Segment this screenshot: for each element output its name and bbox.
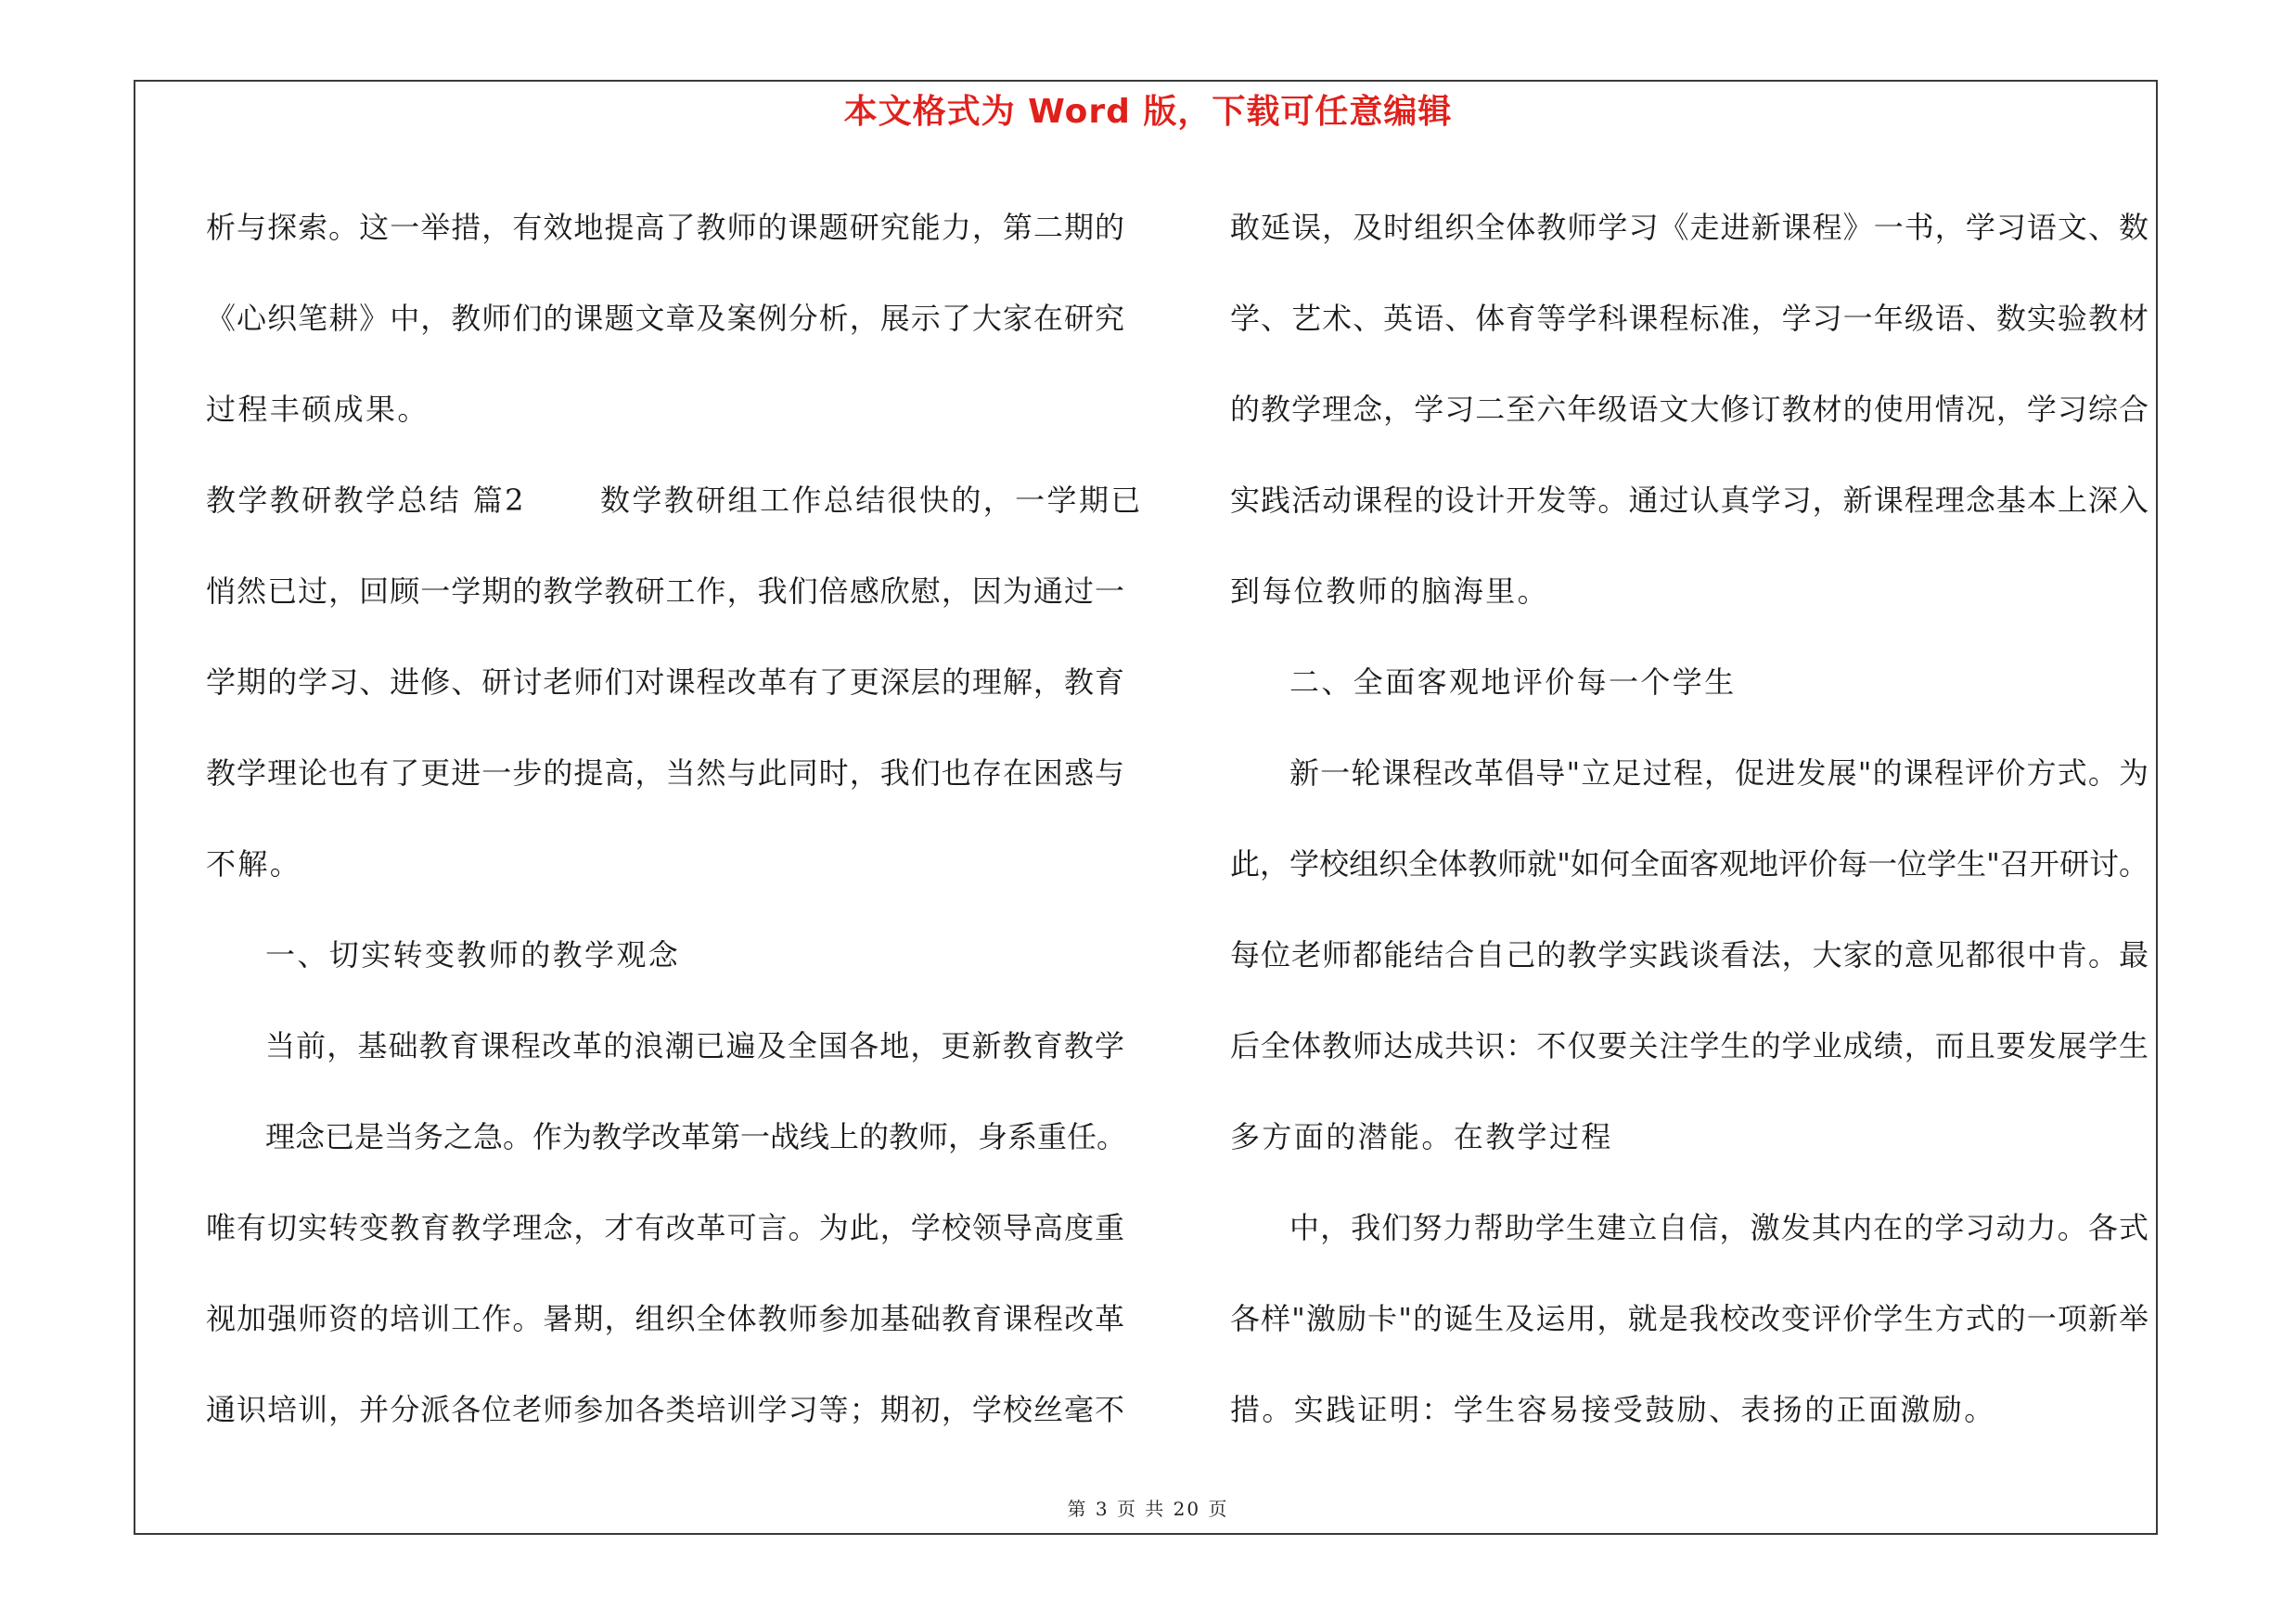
paragraph-line: 新一轮课程改革倡导"立足过程，促进发展"的课程评价方式。为 <box>1289 755 2148 791</box>
section-heading-line <box>206 455 1143 546</box>
word-format-banner: 本文格式为 Word 版，下载可任意编辑 <box>843 93 1453 131</box>
paragraph-line: 不解。 <box>206 846 302 882</box>
paragraph-line: 当前，基础教育课程改革的浪潮已遍及全国各地，更新教育教学 <box>265 1028 1124 1063</box>
paragraph-line: 中，我们努力帮助学生建立自信，激发其内在的学习动力。各式 <box>1289 1210 2148 1245</box>
paragraph-line: 的教学理念，学习二至六年级语文大修订教材的使用情况，学习综合 <box>1230 392 2148 427</box>
paragraph-line: 此，学校组织全体教师就"如何全面客观地评价每一位学生"召开研讨。 <box>1230 846 2148 882</box>
paragraph-line: 唯有切实转变教育教学理念，才有改革可言。为此，学校领导高度重 <box>206 1210 1124 1245</box>
paragraph-line: 各样"激励卡"的诞生及运用，就是我校改变评价学生方式的一项新举 <box>1230 1301 2148 1336</box>
left-text-column <box>206 182 1143 1455</box>
paragraph-line: 视加强师资的培训工作。暑期，组织全体教师参加基础教育课程改革 <box>206 1301 1124 1336</box>
subheading-line: 一、切实转变教师的教学观念 <box>265 937 681 973</box>
paragraph-line: 过程丰硕成果。 <box>206 392 430 427</box>
paragraph-line: 通识培训，并分派各位老师参加各类培训学习等；期初，学校丝毫不 <box>206 1392 1124 1427</box>
paragraph-line: 理念已是当务之急。作为教学改革第一战线上的教师，身系重任。 <box>265 1119 1127 1154</box>
right-text-column <box>1230 182 2148 1455</box>
paragraph-line: 后全体教师达成共识：不仅要关注学生的学业成绩，而且要发展学生 <box>1230 1028 2148 1063</box>
paragraph-line: 数学教研组工作总结很快的，一学期已 <box>599 483 1143 518</box>
paragraph-line: 教学理论也有了更进一步的提高，当然与此同时，我们也存在困惑与 <box>206 755 1124 791</box>
paragraph-line: 到每位教师的脑海里。 <box>1230 573 1550 609</box>
section-title: 教学教研教学总结 篇2 <box>206 483 526 518</box>
paragraph-line: 敢延误，及时组织全体教师学习《走进新课程》一书，学习语文、数 <box>1230 210 2148 245</box>
paragraph-line: 析与探索。这一举措，有效地提高了教师的课题研究能力，第二期的 <box>206 210 1124 245</box>
paragraph-line: 实践活动课程的设计开发等。通过认真学习，新课程理念基本上深入 <box>1230 483 2148 518</box>
page-number-footer: 第 3 页 共 20 页 <box>1067 1498 1229 1520</box>
paragraph-line: 悄然已过，回顾一学期的教学教研工作，我们倍感欣慰，因为通过一 <box>206 573 1124 609</box>
subheading-line: 二、全面客观地评价每一个学生 <box>1289 664 1737 700</box>
paragraph-line: 措。实践证明：学生容易接受鼓励、表扬的正面激励。 <box>1230 1392 1996 1427</box>
paragraph-line: 多方面的潜能。在教学过程 <box>1230 1119 1613 1154</box>
paragraph-line: 《心织笔耕》中，教师们的课题文章及案例分析，展示了大家在研究 <box>206 301 1124 336</box>
paragraph-line: 学、艺术、英语、体育等学科课程标准，学习一年级语、数实验教材 <box>1230 301 2148 336</box>
paragraph-line: 每位老师都能结合自己的教学实践谈看法，大家的意见都很中肯。最 <box>1230 937 2148 973</box>
paragraph-line: 学期的学习、进修、研讨老师们对课程改革有了更深层的理解，教育 <box>206 664 1124 700</box>
